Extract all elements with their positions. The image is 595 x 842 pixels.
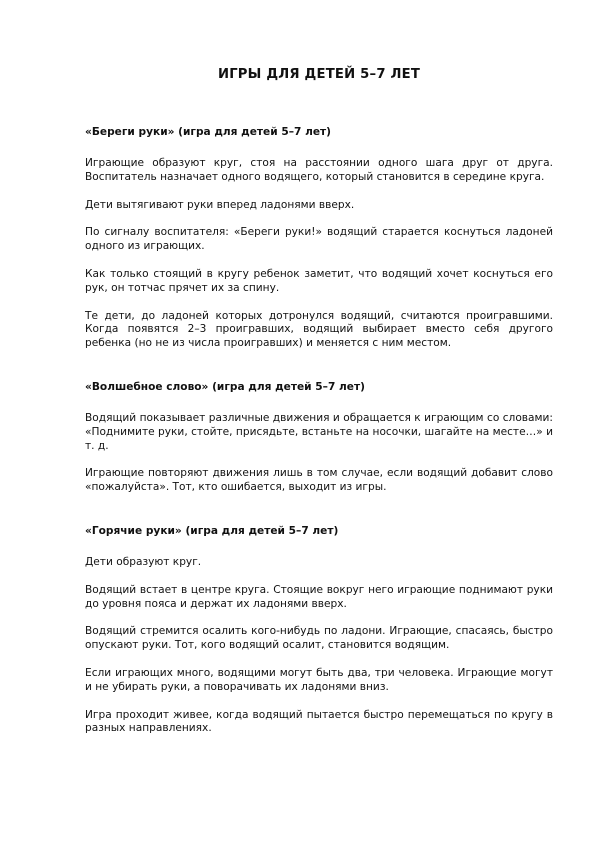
paragraph: Водящий стремится осалить кого-нибудь по ладони. Играющие, спасаясь, быстро опускают руки. Тот, кого водящий осалит, становится водящим. — [85, 625, 553, 652]
game-section-beregi-ruki — [85, 126, 553, 351]
game-section-goryachie-ruki — [85, 525, 553, 736]
game-section-volshebnoe-slovo — [85, 381, 553, 495]
paragraph: По сигналу воспитателя: «Береги руки!» водящий старается коснуться ладоней одного из играющих. — [85, 226, 553, 253]
page-title: ИГРЫ ДЛЯ ДЕТЕЙ 5–7 ЛЕТ — [217, 67, 421, 82]
game-heading: «Волшебное слово» (игра для детей 5–7 лет) — [85, 380, 365, 393]
paragraph: Если играющих много, водящими могут быть два, три человека. Играющие могут и не убирать руки, а поворачивать их ладонями вниз. — [85, 666, 553, 693]
game-heading: «Береги руки» (игра для детей 5–7 лет) — [85, 126, 332, 138]
paragraph: Играющие образуют круг, стоя на расстоянии одного шага друг от друга. Воспитатель назначает одного водящего, который становится в середине круга. — [85, 157, 553, 183]
paragraph: Те дети, до ладоней которых дотронулся водящий, считаются проигравшими. Когда появятся 2–3 проигравших, водящий выбирает вместо себя другого ребенка (но не из числа проигравших) и меняется с ним местом. — [85, 309, 553, 350]
paragraph: Играющие повторяют движения лишь в том случае, если водящий добавит слово «пожалуйста». Тот, кто ошибается, выходит из игры. — [85, 467, 553, 494]
game-heading: «Горячие руки» (игра для детей 5–7 лет) — [85, 524, 339, 537]
paragraph: Игра проходит живее, когда водящий пытается быстро перемещаться по кругу в разных направлениях. — [85, 708, 553, 735]
paragraph: Дети вытягивают руки вперед ладонями вверх. — [85, 198, 355, 211]
paragraph: Водящий показывает различные движения и обращается к играющим со словами: «Поднимите руки, стойте, присядьте, встаньте на носочки, шагайте на месте…» и т. д. — [85, 411, 553, 452]
paragraph: Водящий встает в центре круга. Стоящие вокруг него играющие поднимают руки до уровня пояса и держат их ладонями вверх. — [85, 583, 553, 610]
paragraph: Как только стоящий в кругу ребенок заметит, что водящий хочет коснуться его рук, он тотчас прячет их за спину. — [85, 267, 553, 294]
paragraph: Дети образуют круг. — [85, 555, 202, 568]
